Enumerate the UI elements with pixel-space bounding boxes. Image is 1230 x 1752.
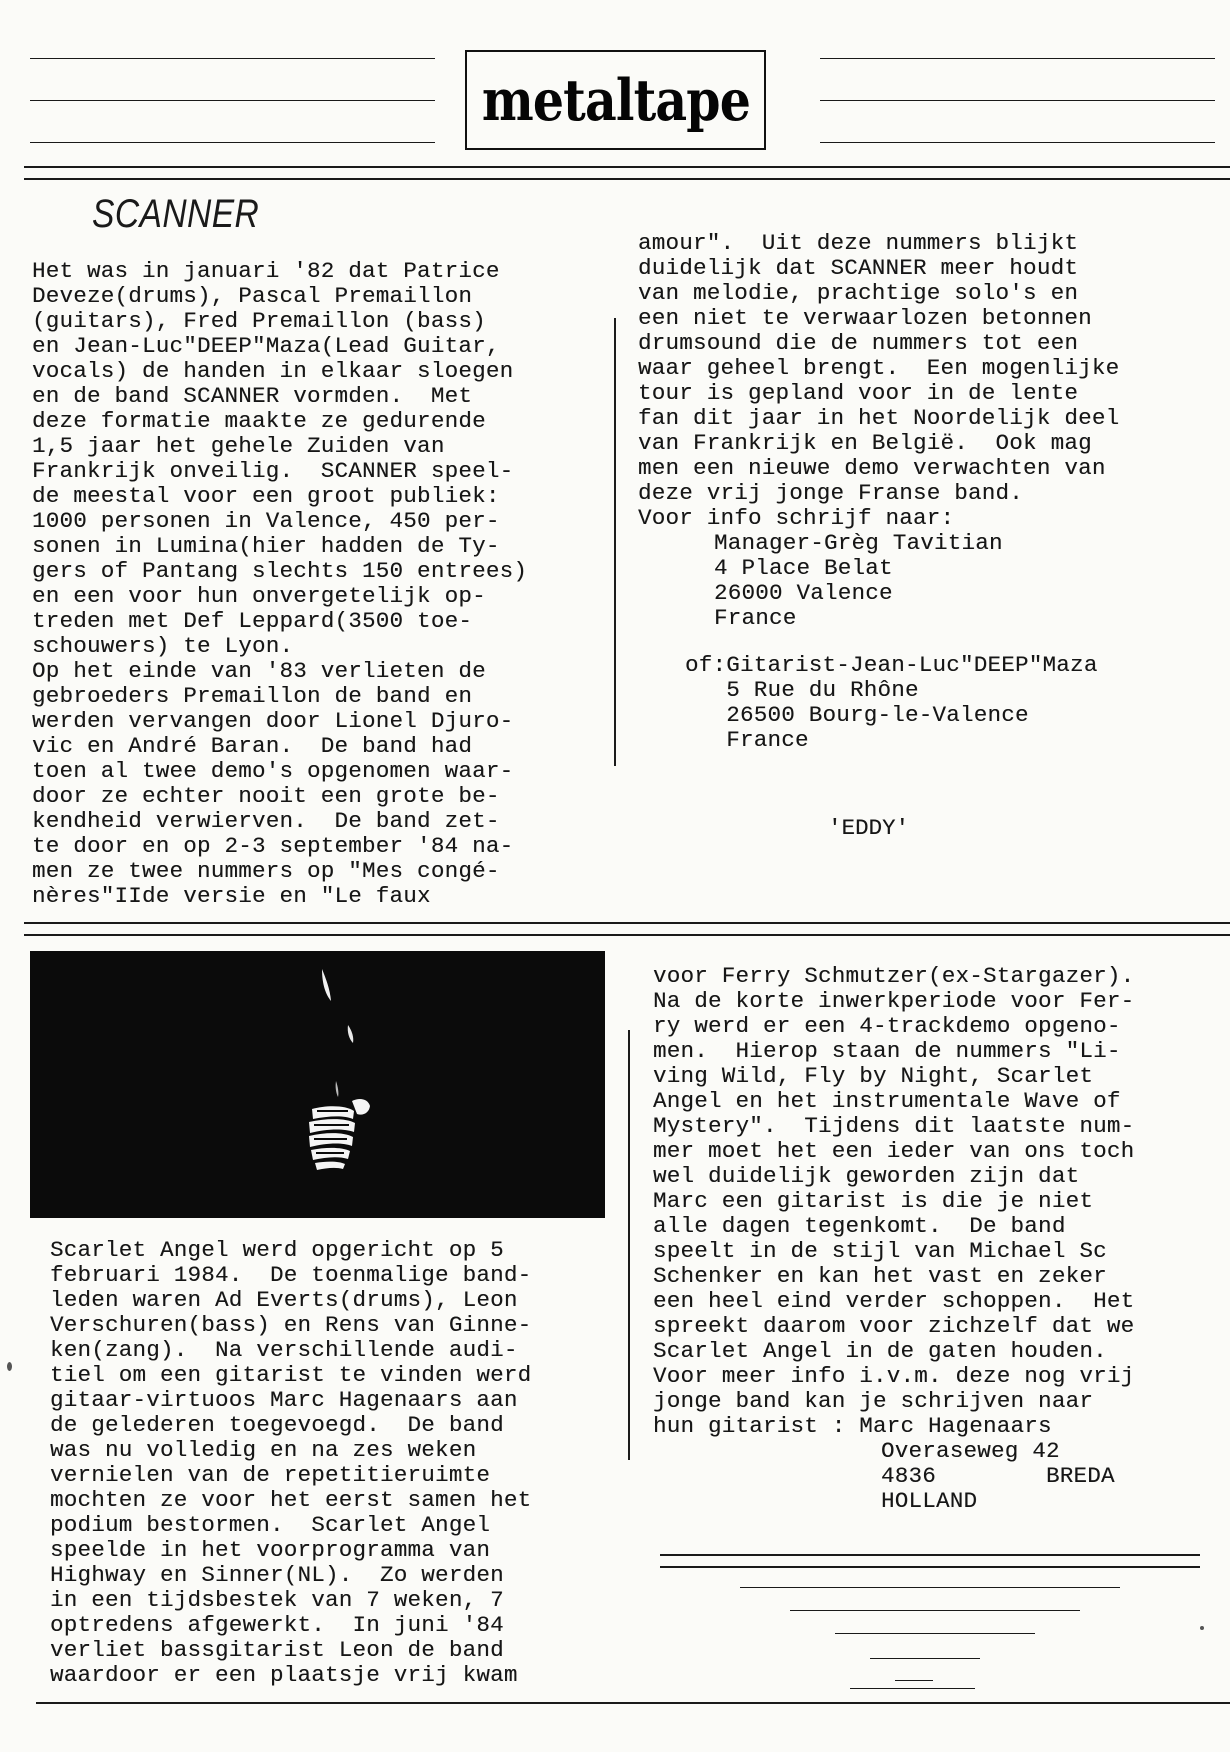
masthead-logo-box bbox=[465, 50, 766, 150]
text-line: schouwers) te Lyon. bbox=[32, 633, 294, 659]
scarlet-address bbox=[881, 1439, 1115, 1514]
masthead-left-rule-2 bbox=[30, 100, 435, 101]
text-line: gitaar-virtuoos Marc Hagenaars aan bbox=[50, 1387, 518, 1413]
masthead-title: metaltape bbox=[481, 66, 750, 134]
text-line: jonge band kan je schrijven naar bbox=[653, 1388, 1094, 1414]
scanner-manager-address bbox=[714, 531, 1003, 631]
text-line: een niet te verwaarlozen betonnen bbox=[638, 305, 1092, 331]
address-line: 4836 BREDA bbox=[881, 1463, 1115, 1489]
text-line: van Frankrijk en België. Ook mag bbox=[638, 430, 1092, 456]
text-line: vocals) de handen in elkaar sloegen bbox=[32, 358, 514, 384]
text-line: tiel om een gitarist te vinden werd bbox=[50, 1362, 532, 1388]
text-line: men. Hierop staan de nummers "Li- bbox=[653, 1038, 1121, 1064]
text-line: tour is gepland voor in de lente bbox=[638, 380, 1079, 406]
text-line: gers of Pantang slechts 150 entrees) bbox=[32, 558, 528, 584]
text-line: Highway en Sinner(NL). Zo werden bbox=[50, 1562, 504, 1588]
scanner-guitarist-address bbox=[685, 653, 1098, 753]
text-line: was nu volledig en na zes weken bbox=[50, 1437, 477, 1463]
scanner-right-column bbox=[638, 231, 1119, 531]
text-line: sonen in Lumina(hier hadden de Ty- bbox=[32, 533, 500, 559]
text-line: Mystery". Tijdens dit laatste num- bbox=[653, 1113, 1135, 1139]
text-line: speelt in de stijl van Michael Sc bbox=[653, 1238, 1107, 1264]
page-bottom-rule bbox=[36, 1702, 1230, 1704]
taper-rule-8 bbox=[850, 1688, 975, 1689]
text-line: gebroeders Premaillon de band en bbox=[32, 683, 473, 709]
address-line: 5 Rue du Rhône bbox=[685, 677, 919, 703]
scarlet-column-divider bbox=[628, 1030, 630, 1460]
text-line: 1,5 jaar het gehele Zuiden van bbox=[32, 433, 445, 459]
text-line: vernielen van de repetitieruimte bbox=[50, 1462, 491, 1488]
text-line: Frankrijk onveilig. SCANNER speel- bbox=[32, 458, 514, 484]
address-line: HOLLAND bbox=[881, 1488, 978, 1514]
text-line: nères"IIde versie en "Le faux bbox=[32, 883, 431, 909]
scanner-left-column bbox=[32, 259, 527, 909]
text-line: Na de korte inwerkperiode voor Fer- bbox=[653, 988, 1135, 1014]
text-line: wel duidelijk geworden zijn dat bbox=[653, 1163, 1080, 1189]
masthead-left-rule-1 bbox=[30, 58, 435, 59]
address-line: France bbox=[685, 727, 809, 753]
taper-rule-1 bbox=[660, 1554, 1200, 1556]
masthead-double-rule-bottom bbox=[24, 178, 1230, 180]
text-line: leden waren Ad Everts(drums), Leon bbox=[50, 1287, 518, 1313]
text-line: van melodie, prachtige solo's en bbox=[638, 280, 1079, 306]
text-line: podium bestormen. Scarlet Angel bbox=[50, 1512, 491, 1538]
text-line: Op het einde van '83 verlieten de bbox=[32, 658, 486, 684]
text-line: Deveze(drums), Pascal Premaillon bbox=[32, 283, 473, 309]
scanner-column-divider bbox=[614, 318, 616, 766]
text-line: door ze echter nooit een grote be- bbox=[32, 783, 500, 809]
taper-rule-4 bbox=[790, 1610, 1080, 1611]
text-line: vic en André Baran. De band had bbox=[32, 733, 473, 759]
author-signature: 'EDDY' bbox=[828, 815, 910, 841]
text-line: Voor info schrijf naar: bbox=[638, 505, 955, 531]
text-line: februari 1984. De toenmalige band- bbox=[50, 1262, 532, 1288]
text-line: duidelijk dat SCANNER meer houdt bbox=[638, 255, 1079, 281]
text-line: deze formatie maakte ze gedurende bbox=[32, 408, 486, 434]
text-line: optredens afgewerkt. In juni '84 bbox=[50, 1612, 504, 1638]
taper-rule-7 bbox=[895, 1680, 933, 1681]
article-separator-top bbox=[24, 922, 1230, 924]
text-line: in een tijdsbestek van 7 weken, 7 bbox=[50, 1587, 504, 1613]
text-line: verliet bassgitarist Leon de band bbox=[50, 1637, 504, 1663]
masthead-right-rule-3 bbox=[820, 142, 1215, 143]
address-line: 26000 Valence bbox=[714, 580, 893, 606]
text-line: men een nieuwe demo verwachten van bbox=[638, 455, 1106, 481]
text-line: te door en op 2-3 september '84 na- bbox=[32, 833, 514, 859]
text-line: waar geheel brengt. Een mogenlijke bbox=[638, 355, 1120, 381]
text-line: deze vrij jonge Franse band. bbox=[638, 480, 1024, 506]
text-line: men ze twee nummers op "Mes congé- bbox=[32, 858, 500, 884]
address-line: 4 Place Belat bbox=[714, 555, 893, 581]
text-line: kendheid verwierven. De band zet- bbox=[32, 808, 500, 834]
scan-speck bbox=[1200, 1626, 1204, 1630]
text-line: alle dagen tegenkomt. De band bbox=[653, 1213, 1066, 1239]
hand-with-pick-icon bbox=[30, 951, 605, 1218]
text-line: Scarlet Angel werd opgericht op 5 bbox=[50, 1237, 504, 1263]
text-line: Schenker en kan het vast en zeker bbox=[653, 1263, 1107, 1289]
text-line: mochten ze voor het eerst samen het bbox=[50, 1487, 532, 1513]
text-line: ry werd er een 4-trackdemo opgeno- bbox=[653, 1013, 1121, 1039]
text-line: en de band SCANNER vormden. Met bbox=[32, 383, 473, 409]
text-line: (guitars), Fred Premaillon (bass) bbox=[32, 308, 486, 334]
text-line: mer moet het een ieder van ons toch bbox=[653, 1138, 1135, 1164]
text-line: Voor meer info i.v.m. deze nog vrij bbox=[653, 1363, 1135, 1389]
scanner-heading: SCANNER bbox=[92, 192, 260, 236]
taper-rule-5 bbox=[835, 1633, 1035, 1634]
taper-rule-3 bbox=[740, 1587, 1120, 1588]
text-line: 1000 personen in Valence, 450 per- bbox=[32, 508, 500, 534]
text-line: en Jean-Luc"DEEP"Maza(Lead Guitar, bbox=[32, 333, 500, 359]
text-line: voor Ferry Schmutzer(ex-Stargazer). bbox=[653, 963, 1135, 989]
text-line: spreekt daarom voor zichzelf dat we bbox=[653, 1313, 1135, 1339]
taper-rule-2 bbox=[660, 1566, 1200, 1568]
address-line: Overaseweg 42 bbox=[881, 1438, 1060, 1464]
masthead-right-rule-2 bbox=[820, 100, 1215, 101]
text-line: fan dit jaar in het Noordelijk deel bbox=[638, 405, 1120, 431]
address-line: 26500 Bourg-le-Valence bbox=[685, 702, 1029, 728]
taper-rule-6 bbox=[870, 1658, 980, 1659]
text-line: waardoor er een plaatsje vrij kwam bbox=[50, 1662, 518, 1688]
text-line: de meestal voor een groot publiek: bbox=[32, 483, 500, 509]
text-line: hun gitarist : Marc Hagenaars bbox=[653, 1413, 1052, 1439]
text-line: toen al twee demo's opgenomen waar- bbox=[32, 758, 514, 784]
text-line: drumsound die de nummers tot een bbox=[638, 330, 1079, 356]
text-line: een heel eind verder schoppen. Het bbox=[653, 1288, 1135, 1314]
address-line: Manager-Grèg Tavitian bbox=[714, 530, 1003, 556]
masthead-double-rule-top bbox=[24, 166, 1230, 168]
scarlet-left-column bbox=[50, 1238, 531, 1688]
text-line: Verschuren(bass) en Rens van Ginne- bbox=[50, 1312, 532, 1338]
text-line: treden met Def Leppard(3500 toe- bbox=[32, 608, 473, 634]
scan-speck bbox=[7, 1362, 12, 1371]
text-line: Marc een gitarist is die je niet bbox=[653, 1188, 1094, 1214]
masthead-right-rule-1 bbox=[820, 58, 1215, 59]
text-line: ken(zang). Na verschillende audi- bbox=[50, 1337, 518, 1363]
text-line: amour". Uit deze nummers blijkt bbox=[638, 230, 1079, 256]
text-line: en een voor hun onvergetelijk op- bbox=[32, 583, 486, 609]
text-line: de gelederen toegevoegd. De band bbox=[50, 1412, 504, 1438]
text-line: Angel en het instrumentale Wave of bbox=[653, 1088, 1121, 1114]
address-line: of:Gitarist-Jean-Luc"DEEP"Maza bbox=[685, 652, 1098, 678]
text-line: Scarlet Angel in de gaten houden. bbox=[653, 1338, 1107, 1364]
masthead-left-rule-3 bbox=[30, 142, 435, 143]
article-separator-bottom bbox=[24, 934, 1230, 936]
text-line: werden vervangen door Lionel Djuro- bbox=[32, 708, 514, 734]
scarlet-right-column bbox=[653, 964, 1134, 1439]
text-line: Het was in januari '82 dat Patrice bbox=[32, 258, 500, 284]
band-photo bbox=[30, 951, 605, 1218]
text-line: ving Wild, Fly by Night, Scarlet bbox=[653, 1063, 1094, 1089]
address-line: France bbox=[714, 605, 797, 631]
text-line: speelde in het voorprogramma van bbox=[50, 1537, 491, 1563]
